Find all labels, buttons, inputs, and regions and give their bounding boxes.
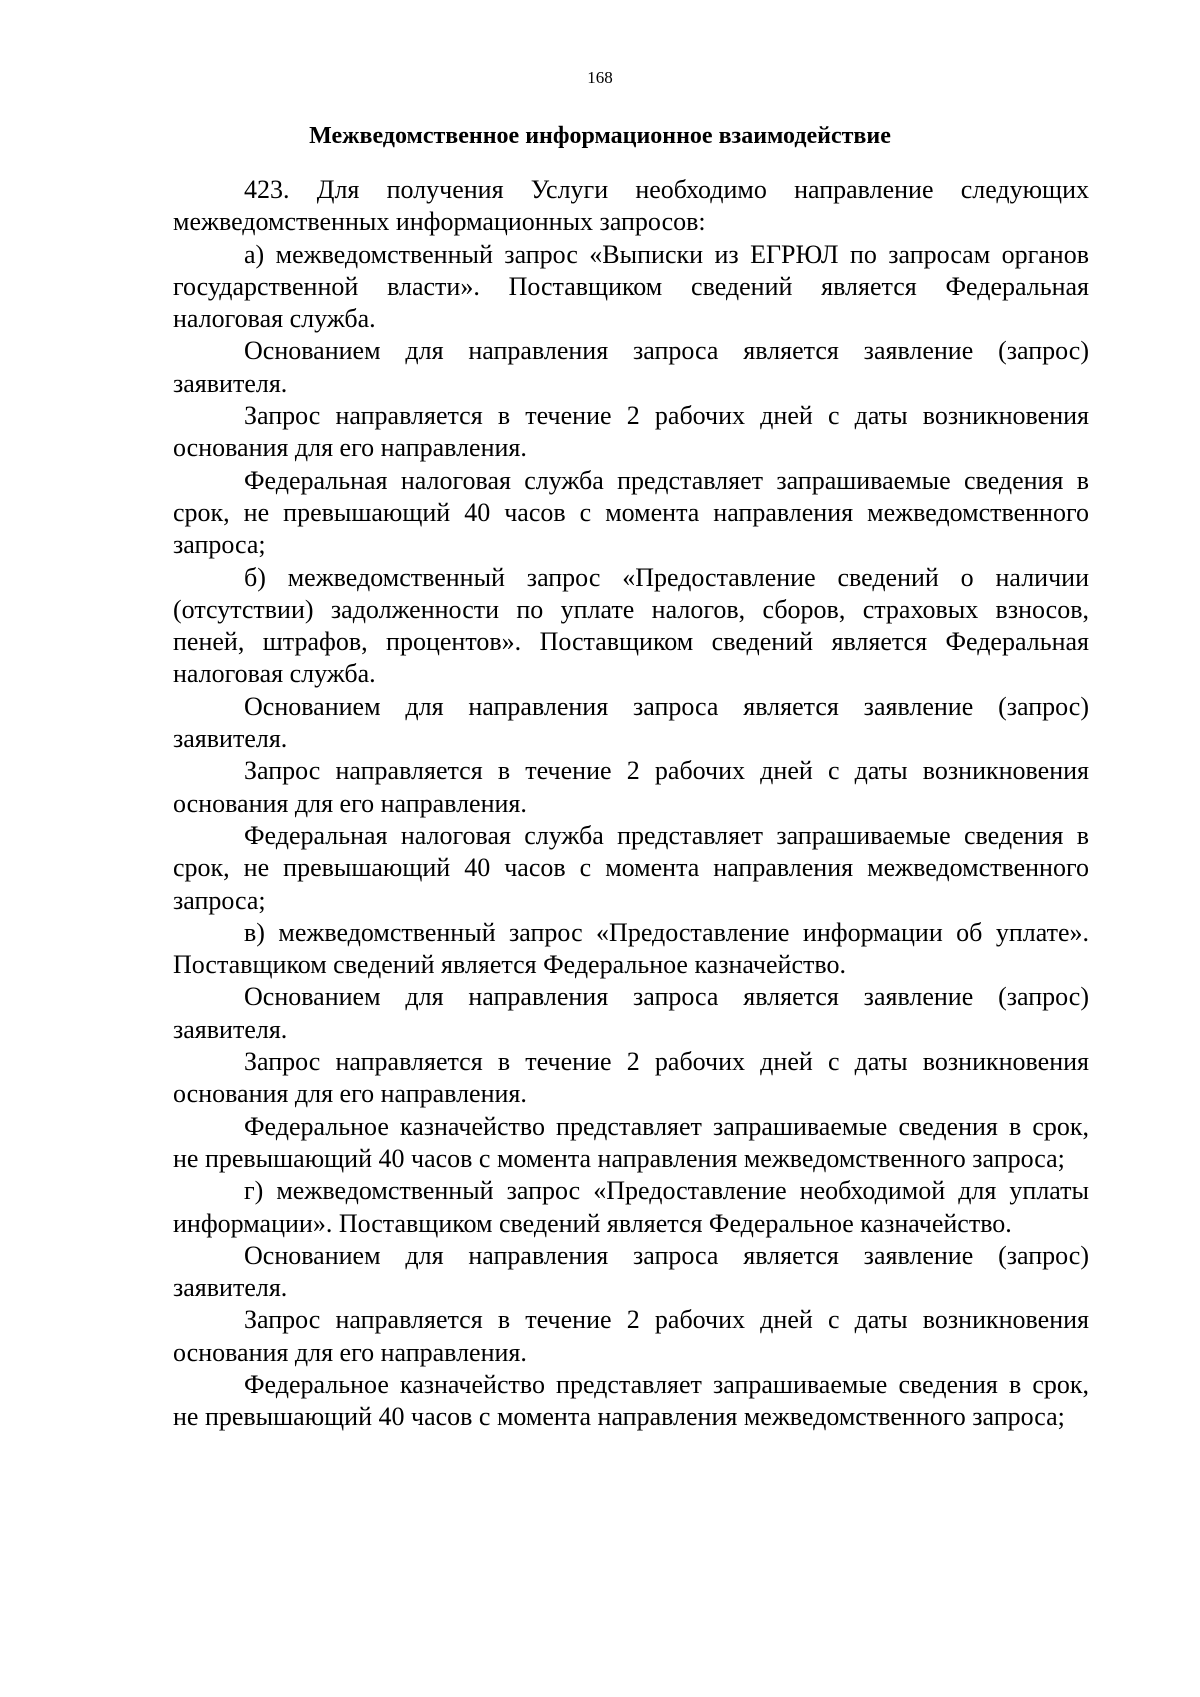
page-number: 168 (587, 68, 613, 87)
section-heading: Межведомственное информационное взаимодействие (309, 123, 891, 149)
paragraph-item-b: б) межведомственный запрос «Предоставление сведений о наличии (отсутствии) задолженности по уплате налогов, сборов, страховых взносов, пеней, штрафов, процентов». Поставщиком сведений является Федеральная налоговая служба. (173, 562, 1089, 689)
paragraph-item-a: а) межведомственный запрос «Выписки из ЕГРЮЛ по запросам органов государственной власти». Поставщиком сведений является Федеральная налоговая служба. (173, 239, 1089, 334)
paragraph-423-intro: 423. Для получения Услуги необходимо направление следующих межведомственных информационных запросов: (173, 175, 1089, 237)
paragraph-response-term: Федеральная налоговая служба представляет запрашиваемые сведения в срок, не превышающий 40 часов с момента направления межведомственного запроса; (173, 465, 1089, 560)
paragraph-response-term: Федеральное казначейство представляет запрашиваемые сведения в срок, не превышающий 40 часов с момента направления межведомственного запроса; (173, 1111, 1089, 1173)
paragraph-basis: Основанием для направления запроса является заявление (запрос) заявителя. (173, 1240, 1089, 1303)
paragraph-deadline: Запрос направляется в течение 2 рабочих дней с даты возникновения основания для его направления. (173, 1047, 1089, 1109)
paragraph-basis: Основанием для направления запроса является заявление (запрос) заявителя. (173, 982, 1089, 1044)
paragraph-basis: Основанием для направления запроса является заявление (запрос) заявителя. (173, 336, 1089, 398)
paragraph-response-term: Федеральное казначейство представляет запрашиваемые сведения в срок, не превышающий 40 часов с момента направления межведомственного запроса; (173, 1369, 1089, 1432)
paragraph-deadline: Запрос направляется в течение 2 рабочих дней с даты возникновения основания для его направления. (173, 756, 1089, 818)
document-body (173, 174, 1089, 1434)
paragraph-item-g: г) межведомственный запрос «Предоставление необходимой для уплаты информации». Поставщиком сведений является Федеральное казначейство. (173, 1176, 1089, 1238)
paragraph-response-term: Федеральная налоговая служба представляет запрашиваемые сведения в срок, не превышающий 40 часов с момента направления межведомственного запроса; (173, 820, 1089, 915)
paragraph-basis: Основанием для направления запроса является заявление (запрос) заявителя. (173, 691, 1089, 754)
paragraph-item-v: в) межведомственный запрос «Предоставление информации об уплате». Поставщиком сведений является Федеральное казначейство. (173, 917, 1089, 980)
paragraph-deadline: Запрос направляется в течение 2 рабочих дней с даты возникновения основания для его направления. (173, 1305, 1089, 1367)
paragraph-deadline: Запрос направляется в течение 2 рабочих дней с даты возникновения основания для его направления. (173, 401, 1089, 463)
